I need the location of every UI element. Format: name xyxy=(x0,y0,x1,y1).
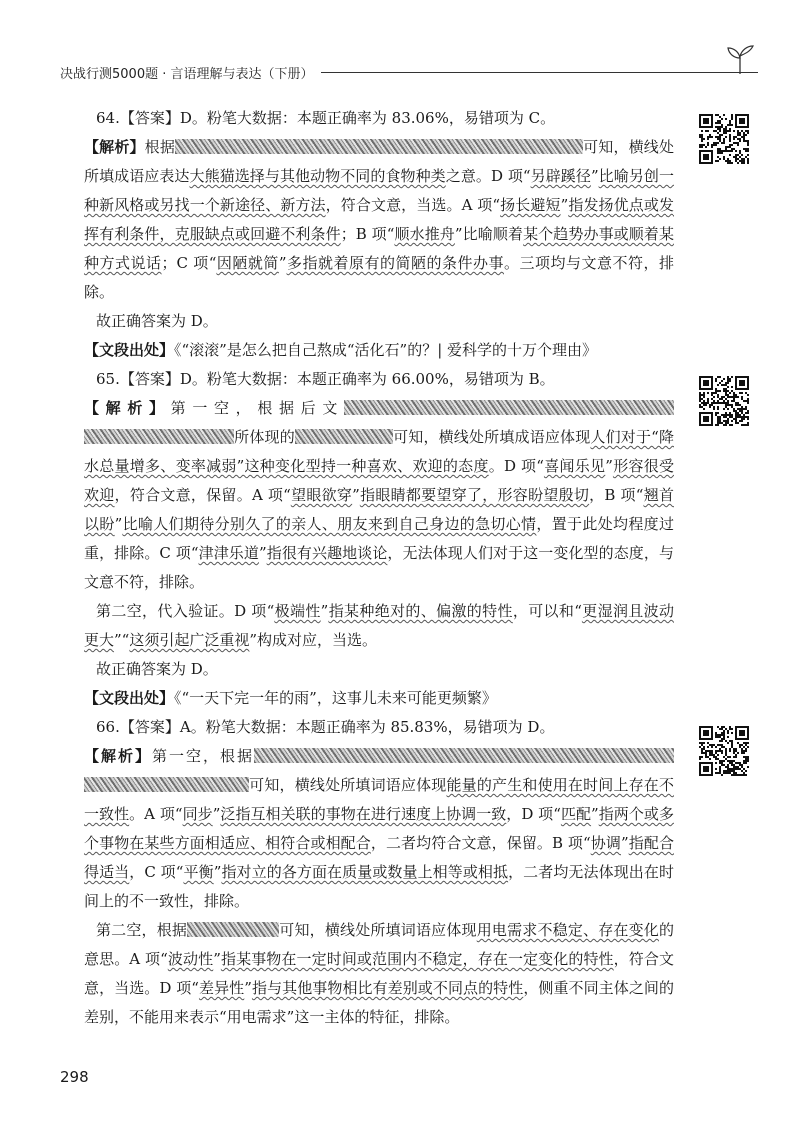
obscured-text xyxy=(344,400,674,415)
q66-analysis: 【解析】第一空，根据可知，横线处所填词语应体现能量的产生和使用在时间上存在不一致性。A 项“同步”泛指互相关联的事物在进行速度上协调一致，D 项“匹配”指两个或多个事物在某些方面相适应、相符合或相配合，二者均符合文意，保留。B 项“协调”指配合得适当，C 项“平衡”指对立的各方面在质量或数量上相等或相抵，二者均无法体现出在时间上的不一致性，排除。 xyxy=(84,747,674,910)
page-body xyxy=(84,104,674,1032)
sprout-icon xyxy=(724,44,756,74)
q66-second-blank: 第二空，根据 可知，横线处所填词语应体现用电需求不稳定、存在变化的意思。A 项“波动性”指某事物在一定时间或范围内不稳定，存在一定变化的特性，符合文意，当选。D 项“差异性”指与其他事物相比有差别或不同点的特性，侧重不同主体之间的差别，不能用来表示“用电需求”这一主体的特征，排除。 xyxy=(84,921,674,1026)
q64-source: 【文段出处】《“滚滚”是怎么把自己熬成“活化石”的？| 爱科学的十万个理由》 xyxy=(84,341,598,359)
obscured-text xyxy=(84,429,234,444)
obscured-text xyxy=(187,922,279,937)
qr-code-icon[interactable] xyxy=(699,726,749,776)
q66-answer: 66.【答案】A。粉笔大数据：本题正确率为 85.83%，易错项为 D。 xyxy=(96,718,555,736)
header-rule xyxy=(321,72,758,73)
qr-code-icon[interactable] xyxy=(699,376,749,426)
obscured-text xyxy=(295,429,393,444)
q65-source: 【文段出处】《“一天下完一年的雨”，这事儿未来可能更频繁》 xyxy=(84,689,497,707)
obscured-text xyxy=(175,139,583,154)
q65-conclusion: 故正确答案为 D。 xyxy=(96,660,218,678)
source-tag: 【文段出处】 xyxy=(84,689,175,707)
qr-code-icon[interactable] xyxy=(699,114,749,164)
analysis-tag: 【解析】 xyxy=(84,399,171,417)
running-header xyxy=(60,60,760,84)
q65-answer: 65.【答案】D。粉笔大数据：本题正确率为 66.00%，易错项为 B。 xyxy=(96,370,555,388)
q64-answer: 64.【答案】D。粉笔大数据：本题正确率为 83.06%，易错项为 C。 xyxy=(96,109,556,127)
obscured-text xyxy=(254,748,674,763)
analysis-tag: 【解析】 xyxy=(84,747,152,765)
analysis-tag: 【解析】 xyxy=(84,138,145,156)
page-number: 298 xyxy=(60,1068,89,1086)
q64-conclusion: 故正确答案为 D。 xyxy=(96,312,218,330)
q65-second-blank: 第二空，代入验证。D 项“极端性”指某种绝对的、偏激的特性，可以和“更湿润且波动更大”“这须引起广泛重视”构成对应，当选。 xyxy=(84,602,674,649)
obscured-text xyxy=(84,777,249,792)
q64-analysis: 【解析】根据 可知，横线处所填成语应表达大熊猫选择与其他动物不同的食物种类之意。D 项“另辟蹊径”比喻另创一种新风格或另找一个新途径、新方法，符合文意，当选。A 项“扬长避短”指发扬优点或发挥有利条件，克服缺点或回避不利条件；B 项“顺水推舟”比喻顺着某个趋势办事或顺着某种方式说话；C 项“因陋就简”多指就着原有的简陋的条件办事。三项均与文意不符，排除。 xyxy=(84,138,674,301)
book-title: 决战行测5000题 · 言语理解与表达（下册） xyxy=(60,66,314,82)
q65-analysis: 【解析】第一空，根据后文所体现的 可知，横线处所填成语应体现人们对于“降水总量增多、变率减弱”这种变化型持一种喜欢、欢迎的态度。D 项“喜闻乐见”形容很受欢迎，符合文意，保留。A 项“望眼欲穿”指眼睛都要望穿了，形容盼望殷切，B 项“翘首以盼”比喻人们期待分别久了的亲人、朋友来到自己身边的急切心情，置于此处均程度过重，排除。C 项“津津乐道”指很有兴趣地谈论，无法体现人们对于这一变化型的态度，与文意不符，排除。 xyxy=(84,399,674,591)
source-tag: 【文段出处】 xyxy=(84,341,175,359)
